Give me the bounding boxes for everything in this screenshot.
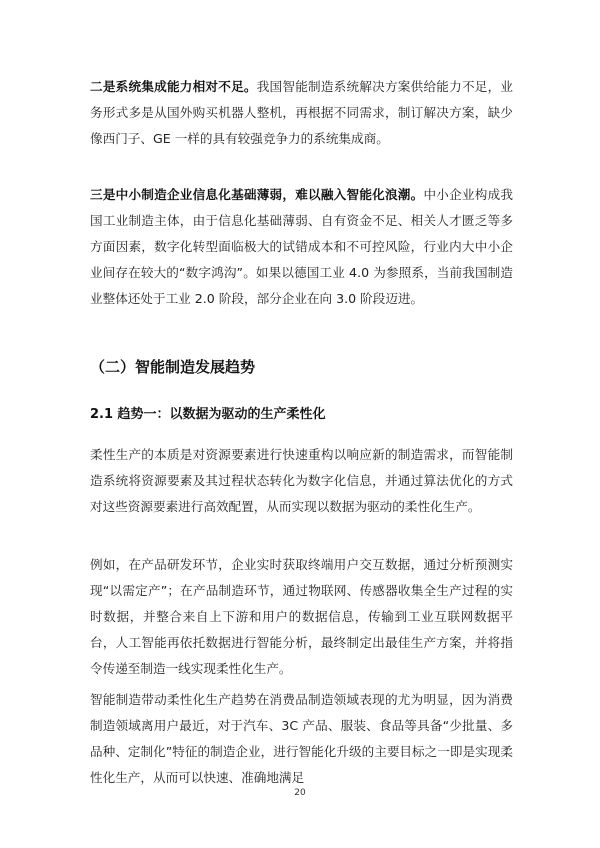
paragraph-body: 我国智能制造系统解决方案供给能力不足，业务形式多是从国外购买机器人整机，再根据不同需求，制订解决方案，缺少像西门子、GE 一样的具有较强竞争力的系统集成商。: [90, 79, 514, 146]
paragraph-lead: 二是系统集成能力相对不足。: [90, 79, 257, 94]
paragraph-example: 例如，在产品研发环节，企业实时获取终端用户交互数据，通过分析预测实现“以需定产”；在产品制造环节，通过物联网、传感器收集全生产过程的实时数据，并整合来自上下游和用户的数据信息，传输到工业互联网数据平台，人工智能再依托数据进行智能分析，最终制定出最佳生产方案，并将指令传递至制造一线实现柔性化生产。: [90, 557, 513, 676]
subsection-heading: 2.1 趋势一：以数据为驱动的生产柔性化: [90, 407, 326, 422]
section-heading: （二）智能制造发展趋势: [90, 358, 256, 376]
paragraph-sme-informatization: [90, 182, 513, 312]
paragraph-lead: 三是中小制造企业信息化基础薄弱，难以融入智能化浪潮。: [90, 187, 424, 202]
paragraph-body: 中小企业构成我国工业制造主体，由于信息化基础薄弱、自有资金不足、相关人才匮乏等多方面因素，数字化转型面临极大的试错成本和不可控风险，行业内大中小企业间存在较大的“数字鸿沟”。如果以德国工业 4.0 为参照系，当前我国制造业整体还处于工业 2.0 阶段，部分企业在向 3.0 阶段迈进。: [90, 187, 514, 306]
page-number: 20: [294, 788, 306, 798]
paragraph-system-integration: [90, 74, 513, 152]
paragraph-flexible-production: 柔性生产的本质是对资源要素进行快速重构以响应新的制造需求，而智能制造系统将资源要素及其过程状态转化为数字化信息，并通过算法优化的方式对这些资源要素进行高效配置，从而实现以数据为驱动的柔性化生产。: [90, 447, 513, 514]
paragraph-consumer-manufacturing: 智能制造带动柔性化生产趋势在消费品制造领域表现的尤为明显，因为消费制造领域离用户最近，对于汽车、3C 产品、服装、食品等具备“少批量、多品种、定制化”特征的制造企业，进行智能化升级的主要目标之一即是实现柔性化生产，从而可以快速、准确地满足: [90, 692, 513, 785]
